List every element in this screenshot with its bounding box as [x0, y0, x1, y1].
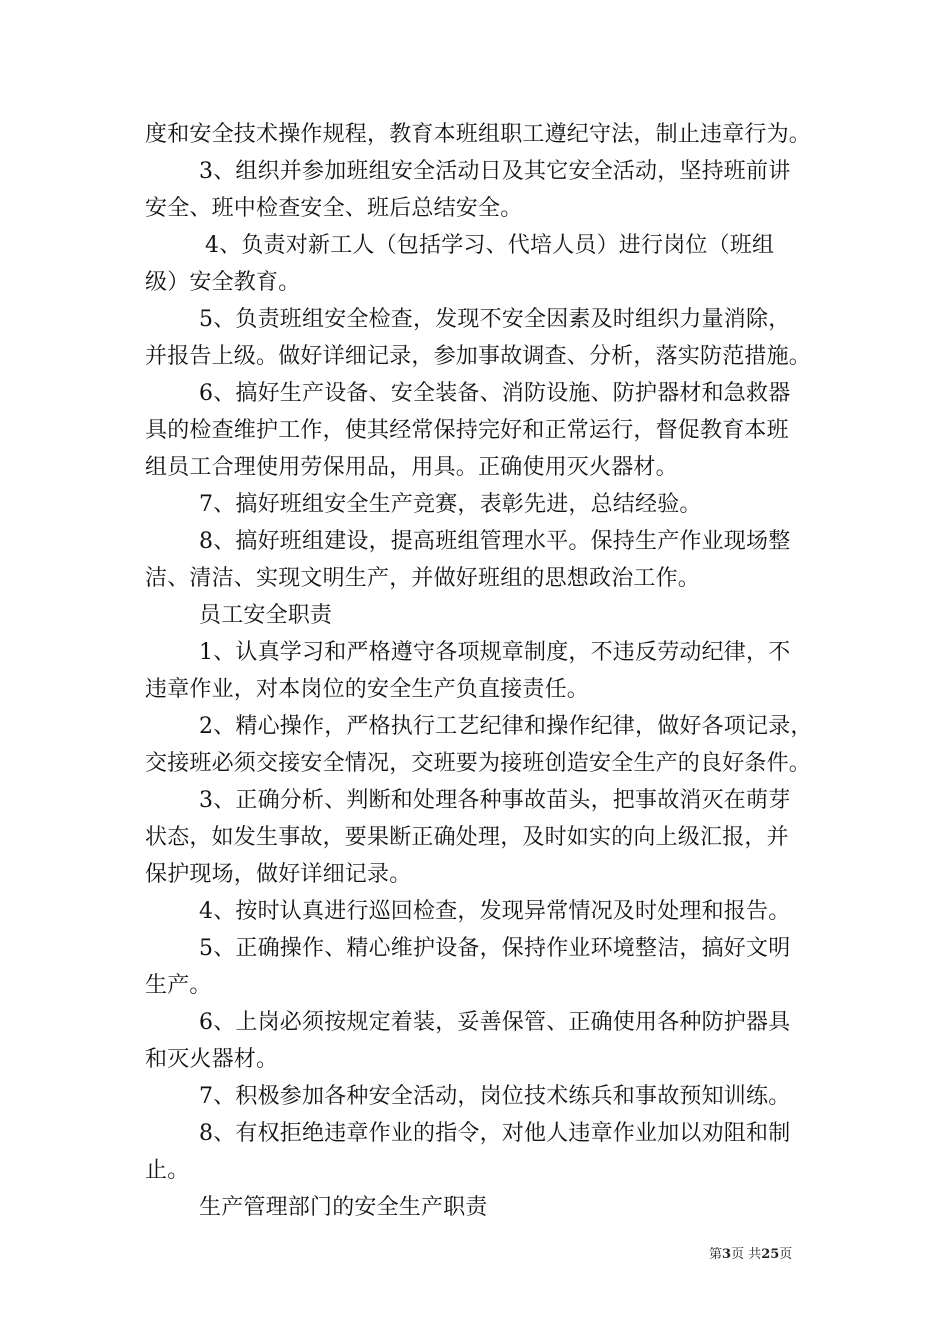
text-line: 和灭火器材。	[145, 1047, 279, 1072]
text-line: 具的检查维护工作，使其经常保持完好和正常运行，督促教育本班	[145, 418, 789, 443]
text-line: 5、负责班组安全检查，发现不安全因素及时组织力量消除，	[199, 307, 791, 332]
footer-prefix: 第	[709, 1247, 723, 1262]
text-line: 级）安全教育。	[145, 270, 301, 295]
text-line: 6、搞好生产设备、安全装备、消防设施、防护器材和急救器	[199, 381, 791, 406]
text-line: 7、搞好班组安全生产竞赛，表彰先进，总结经验。	[199, 492, 702, 517]
text-line: 保护现场，做好详细记录。	[145, 862, 412, 887]
text-line: 2、精心操作，严格执行工艺纪律和操作纪律，做好各项记录，	[199, 714, 813, 739]
section-heading: 员工安全职责	[199, 603, 333, 628]
footer-suffix: 页	[779, 1247, 793, 1262]
text-line: 1、认真学习和严格遵守各项规章制度，不违反劳动纪律，不	[199, 640, 791, 665]
text-line: 7、积极参加各种安全活动，岗位技术练兵和事故预知训练。	[199, 1084, 791, 1109]
total-pages-number: 25	[761, 1247, 780, 1262]
text-line: 8、搞好班组建设，提高班组管理水平。保持生产作业现场整	[199, 529, 791, 554]
text-line: 4、按时认真进行巡回检查，发现异常情况及时处理和报告。	[199, 899, 791, 924]
text-line: 状态，如发生事故，要果断正确处理，及时如实的向上级汇报，并	[145, 825, 789, 850]
text-line: 6、上岗必须按规定着装，妥善保管、正确使用各种防护器具	[199, 1010, 791, 1035]
text-line: 并报告上级。做好详细记录，参加事故调查、分析，落实防范措施。	[145, 344, 812, 369]
text-line: 度和安全技术操作规程，教育本班组职工遵纪守法，制止违章行为。	[145, 122, 812, 147]
text-line: 组员工合理使用劳保用品，用具。正确使用灭火器材。	[145, 455, 678, 480]
text-line: 安全、班中检查安全、班后总结安全。	[145, 196, 523, 221]
text-line: 违章作业，对本岗位的安全生产负直接责任。	[145, 677, 590, 702]
text-line: 止。	[145, 1158, 190, 1183]
text-line: 8、有权拒绝违章作业的指令，对他人违章作业加以劝阻和制	[199, 1121, 791, 1146]
text-line: 4、负责对新工人（包括学习、代培人员）进行岗位（班组	[205, 233, 775, 258]
section-heading: 生产管理部门的安全生产职责	[199, 1195, 488, 1220]
current-page-number: 3	[722, 1247, 732, 1262]
text-line: 洁、清洁、实现文明生产，并做好班组的思想政治工作。	[145, 566, 701, 591]
text-line: 3、组织并参加班组安全活动日及其它安全活动，坚持班前讲	[199, 159, 791, 184]
text-line: 3、正确分析、判断和处理各种事故苗头，把事故消灭在萌芽	[199, 788, 791, 813]
text-line: 生产。	[145, 973, 212, 998]
text-line: 5、正确操作、精心维护设备，保持作业环境整洁，搞好文明	[199, 936, 791, 961]
footer-middle: 页 共	[731, 1247, 762, 1262]
text-line: 交接班必须交接安全情况，交班要为接班创造安全生产的良好条件。	[145, 751, 812, 776]
page-number-footer	[709, 1247, 792, 1263]
